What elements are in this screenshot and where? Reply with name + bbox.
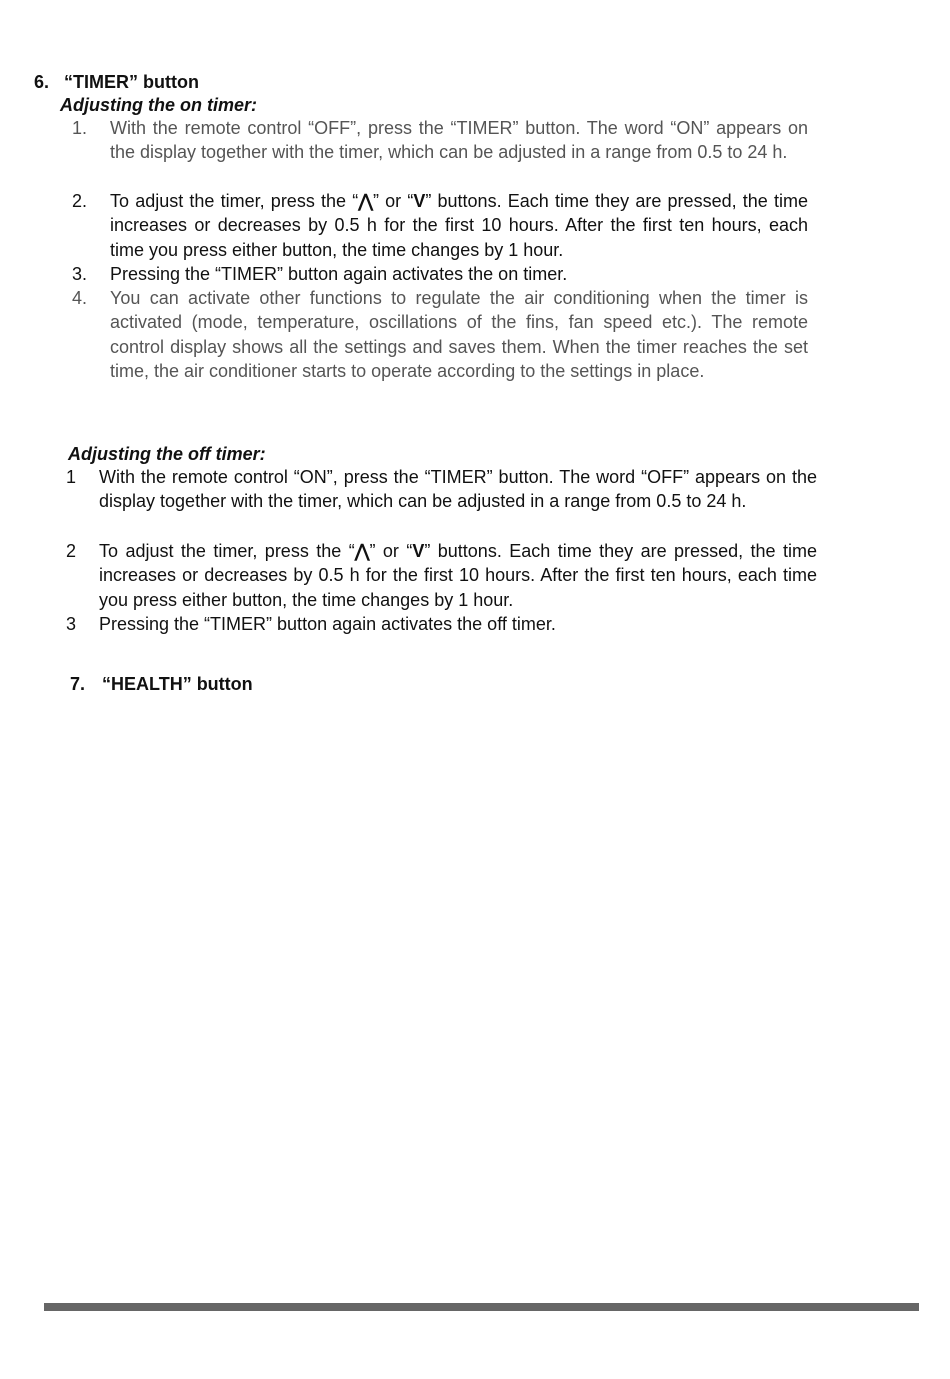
on-timer-item-2 [72, 189, 808, 262]
item-number: 1 [66, 467, 77, 487]
on-timer-item-4 [72, 286, 808, 384]
section-7-title: “HEALTH” button [102, 674, 253, 694]
item-number: 2. [72, 191, 88, 211]
item-text: You can activate other functions to regulate the air conditioning when the timer is activated (mode, temperature, oscillations of the fins, fan speed etc.). The remote control display shows all the settings and saves them. When the timer reaches the set time, the air conditioner starts to operate according to the settings in place. [110, 288, 808, 382]
item-text: To adjust the timer, press the “⋀” or “V” buttons. Each time they are pressed, the time increases or decreases by 0.5 h for the first 10 hours. After the first ten hours, each time you press either button, the time changes by 1 hour. [110, 191, 808, 260]
down-arrow-icon: V [413, 191, 426, 211]
section-7-heading [70, 674, 253, 695]
item-number: 3 [66, 614, 77, 634]
item-text: With the remote control “OFF”, press the “TIMER” button. The word “ON” appears on the display together with the timer, which can be adjusted in a range from 0.5 to 24 h. [110, 118, 808, 163]
item-text: Pressing the “TIMER” button again activates the off timer. [99, 614, 556, 634]
item-number: 2 [66, 541, 77, 561]
section-6-number: 6. [34, 72, 50, 92]
on-timer-heading: Adjusting the on timer: [60, 95, 257, 115]
off-timer-item-3 [66, 612, 817, 636]
section-6-title: “TIMER” button [64, 72, 199, 92]
off-timer-item-1 [66, 465, 817, 514]
off-timer-heading: Adjusting the off timer: [68, 444, 266, 464]
section-6-heading [34, 72, 199, 93]
item-number: 4. [72, 288, 88, 308]
item-text: With the remote control “ON”, press the “TIMER” button. The word “OFF” appears on the display together with the timer, which can be adjusted in a range from 0.5 to 24 h. [99, 467, 817, 512]
up-arrow-icon: ⋀ [354, 541, 370, 561]
item-text: Pressing the “TIMER” button again activates the on timer. [110, 264, 568, 284]
down-arrow-icon: V [412, 541, 425, 561]
on-timer-item-1 [72, 116, 808, 165]
footer-divider [44, 1303, 919, 1311]
item-number: 3. [72, 264, 88, 284]
item-number: 1. [72, 118, 88, 138]
on-timer-item-3 [72, 262, 808, 286]
off-timer-item-2 [66, 539, 817, 612]
up-arrow-icon: ⋀ [358, 191, 373, 211]
section-7-number: 7. [70, 674, 86, 694]
item-text: To adjust the timer, press the “⋀” or “V” buttons. Each time they are pressed, the time increases or decreases by 0.5 h for the first 10 hours. After the first ten hours, each time you press either button, the time changes by 1 hour. [99, 541, 817, 610]
